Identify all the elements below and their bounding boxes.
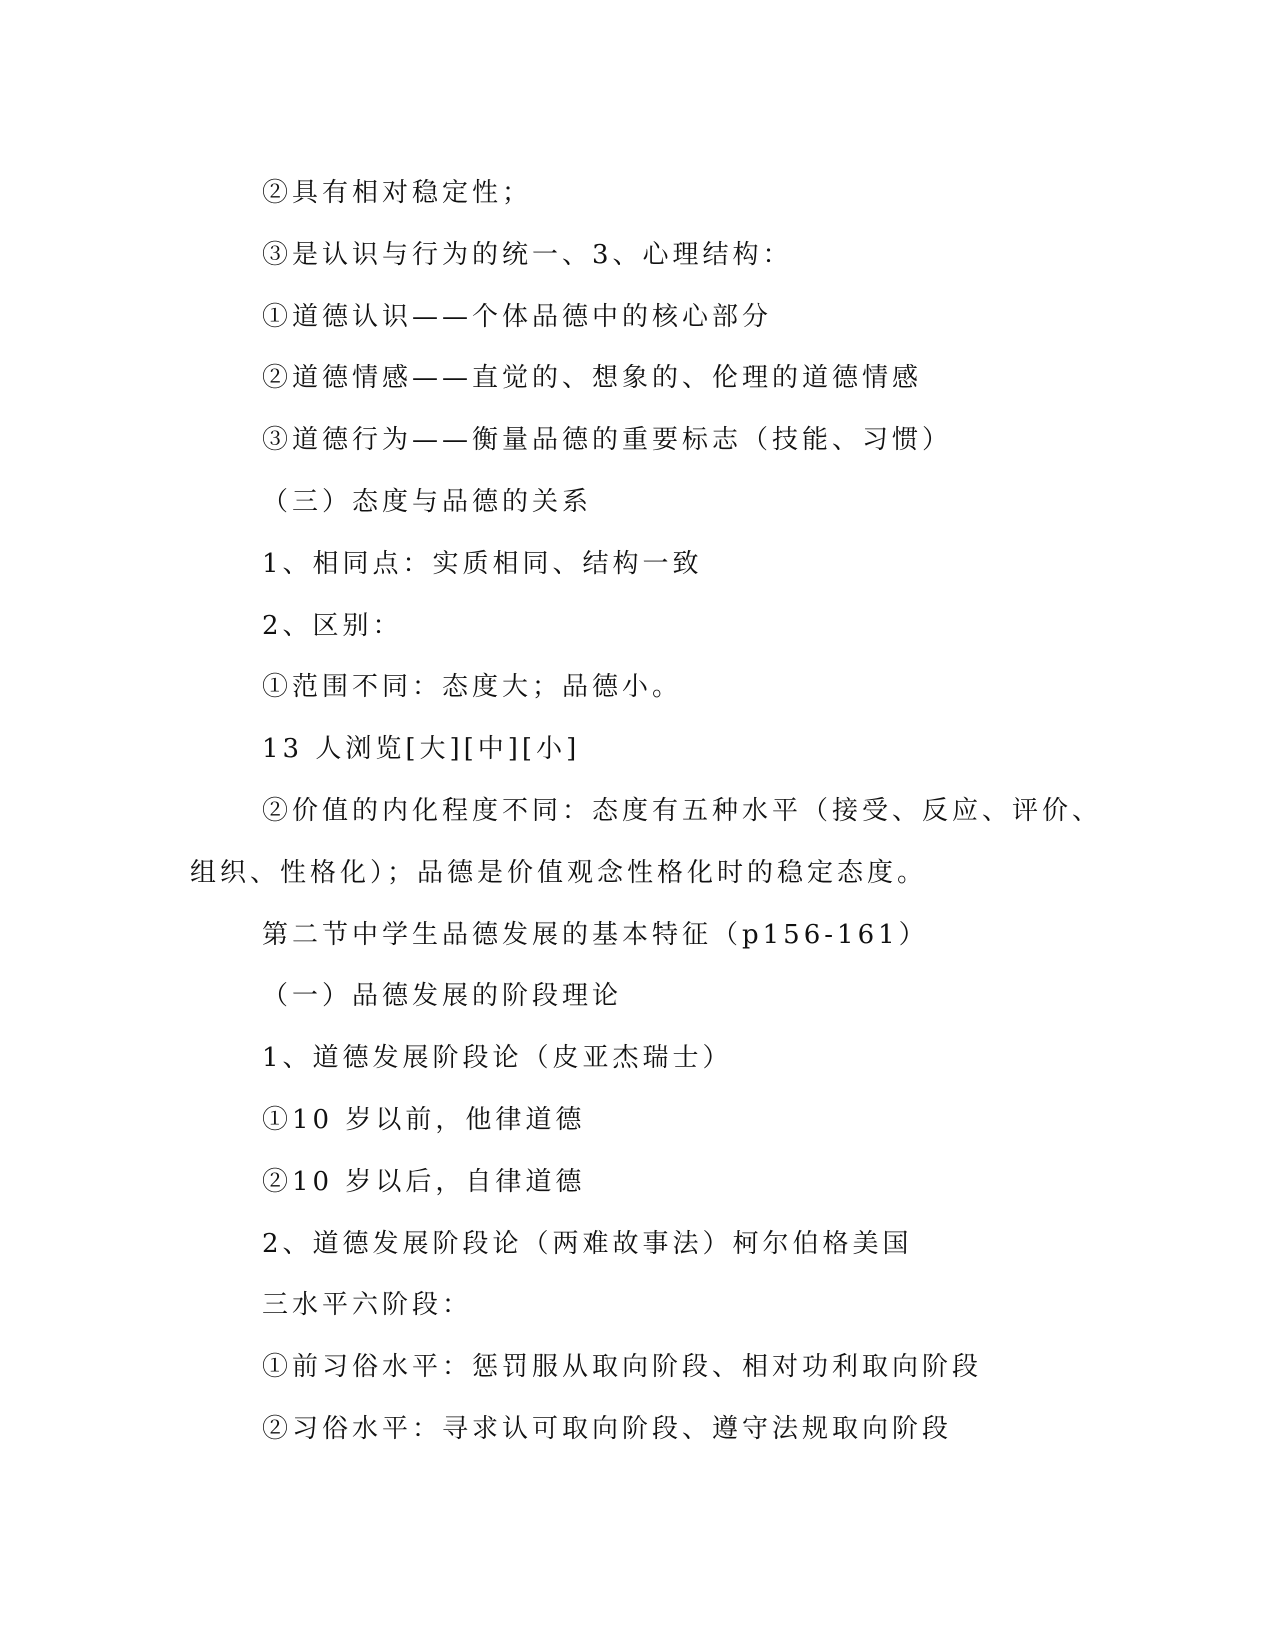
view-count-line: 13 人浏览[大][中][小]: [262, 734, 581, 765]
text-line: ③道德行为——衡量品德的重要标志（技能、习惯）: [262, 425, 953, 456]
text-line: 三水平六阶段：: [262, 1290, 473, 1321]
text-line: ①前习俗水平：惩罚服从取向阶段、相对功利取向阶段: [262, 1352, 983, 1383]
text-line: ②道德情感——直觉的、想象的、伦理的道德情感: [262, 363, 923, 394]
text-line: ③是认识与行为的统一、3、心理结构：: [262, 239, 793, 270]
text-line: ②价值的内化程度不同：态度有五种水平（接受、反应、评价、: [262, 795, 1103, 826]
text-line: ②具有相对稳定性；: [262, 178, 533, 208]
text-line: ①道德认识——个体品德中的核心部分: [262, 301, 773, 332]
text-line: ①范围不同：态度大；品德小。: [262, 672, 683, 703]
section-heading: （三）态度与品德的关系: [262, 486, 593, 517]
text-line: ②10 岁以后，自律道德: [262, 1166, 586, 1197]
text-line: 1、相同点：实质相同、结构一致: [262, 548, 703, 579]
text-line: 2、道德发展阶段论（两难故事法）柯尔伯格美国: [262, 1228, 913, 1259]
document-body: [190, 163, 1103, 1461]
text-line: ①10 岁以前，他律道德: [262, 1104, 586, 1135]
text-line: 1、道德发展阶段论（皮亚杰瑞士）: [262, 1043, 733, 1074]
section-heading: （一）品德发展的阶段理论: [262, 981, 623, 1012]
chapter-heading: 第二节中学生品德发展的基本特征（p156-161）: [262, 919, 929, 950]
text-line: ②习俗水平：寻求认可取向阶段、遵守法规取向阶段: [262, 1413, 953, 1444]
text-line-continuation: 组织、性格化）；品德是价值观念性格化时的稳定态度。: [190, 857, 928, 888]
text-line: 2、区别：: [262, 610, 403, 641]
